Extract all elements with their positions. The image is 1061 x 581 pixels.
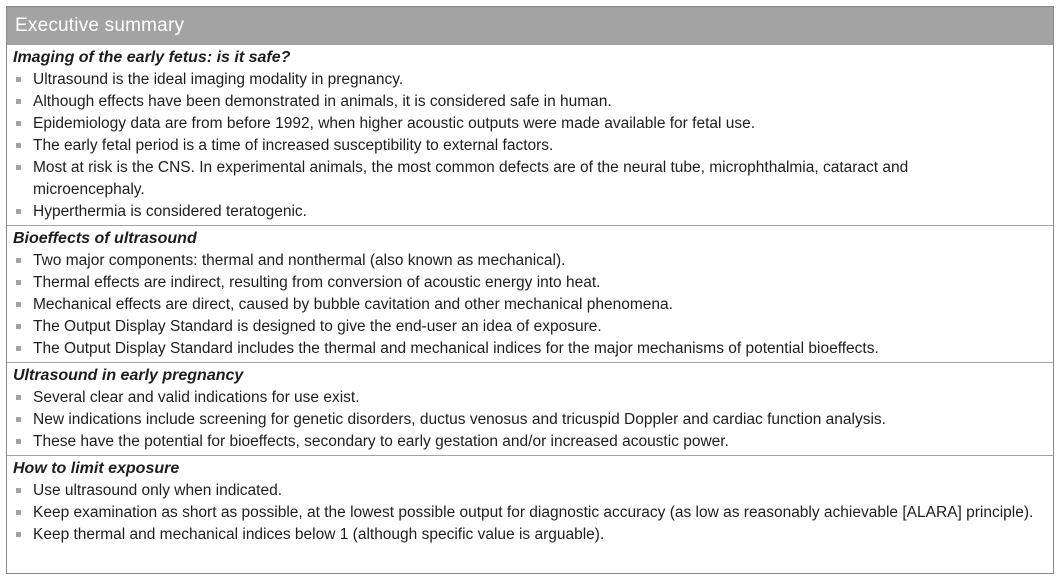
square-bullet-icon: [16, 346, 21, 351]
list-item: [13, 524, 993, 546]
square-bullet-icon: [16, 395, 21, 400]
list-item: [13, 480, 993, 502]
bullet-list: [13, 480, 1053, 546]
list-item: [13, 502, 1053, 524]
square-bullet-icon: [16, 324, 21, 329]
list-item-text: Two major components: thermal and nonthermal (also known as mechanical).: [33, 252, 566, 269]
list-item: [13, 135, 993, 157]
square-bullet-icon: [16, 510, 21, 515]
bullet-list: [13, 69, 1053, 223]
executive-summary-box: [6, 6, 1054, 574]
square-bullet-icon: [16, 258, 21, 263]
section-imaging-early-fetus: [7, 45, 1053, 225]
list-item-text: The Output Display Standard is designed to give the end-user an idea of exposure.: [33, 318, 602, 335]
square-bullet-icon: [16, 532, 21, 537]
square-bullet-icon: [16, 417, 21, 422]
square-bullet-icon: [16, 209, 21, 214]
list-item-text: New indications include screening for genetic disorders, ductus venosus and tricuspid Doppler and cardiac function analysis.: [33, 411, 886, 428]
list-item: [13, 69, 993, 91]
list-item: [13, 272, 993, 294]
list-item: [13, 294, 993, 316]
list-item-text: Epidemiology data are from before 1992, when higher acoustic outputs were made available for fetal use.: [33, 115, 756, 132]
list-item-text: Keep thermal and mechanical indices below 1 (although specific value is arguable).: [33, 526, 605, 543]
bullet-list: [13, 387, 1053, 453]
section-title: Imaging of the early fetus: is it safe?: [13, 49, 291, 66]
bullet-list: [13, 250, 1053, 360]
section-limit-exposure: [7, 455, 1053, 548]
list-item: [13, 250, 993, 272]
section-title: Bioeffects of ultrasound: [13, 230, 197, 247]
list-item-text: Keep examination as short as possible, at the lowest possible output for diagnostic accuracy (as low as reasonably achievable [ALARA] principle).: [33, 504, 1034, 521]
box-header: [7, 7, 1053, 45]
list-item: [13, 431, 993, 453]
list-item: [13, 201, 993, 223]
section-title: How to limit exposure: [13, 460, 180, 477]
square-bullet-icon: [16, 488, 21, 493]
square-bullet-icon: [16, 302, 21, 307]
list-item-text: Ultrasound is the ideal imaging modality in pregnancy.: [33, 71, 404, 88]
list-item: [13, 91, 993, 113]
list-item: [13, 338, 1053, 360]
list-item-text: Thermal effects are indirect, resulting from conversion of acoustic energy into heat.: [33, 274, 601, 291]
square-bullet-icon: [16, 99, 21, 104]
list-item-text: Use ultrasound only when indicated.: [33, 482, 283, 499]
square-bullet-icon: [16, 143, 21, 148]
list-item-text: Hyperthermia is considered teratogenic.: [33, 203, 307, 220]
square-bullet-icon: [16, 121, 21, 126]
list-item-text: Mechanical effects are direct, caused by bubble cavitation and other mechanical phenomena.: [33, 296, 673, 313]
section-title: Ultrasound in early pregnancy: [13, 367, 244, 384]
list-item-text: The early fetal period is a time of increased susceptibility to external factors.: [33, 137, 554, 154]
square-bullet-icon: [16, 280, 21, 285]
box-title: Executive summary: [15, 15, 185, 36]
list-item-text: These have the potential for bioeffects, secondary to early gestation and/or increased acoustic power.: [33, 433, 729, 450]
list-item-text: Although effects have been demonstrated in animals, it is considered safe in human.: [33, 93, 612, 110]
section-ultrasound-early-pregnancy: [7, 362, 1053, 455]
list-item: [13, 113, 993, 135]
square-bullet-icon: [16, 165, 21, 170]
square-bullet-icon: [16, 77, 21, 82]
list-item-text: The Output Display Standard includes the thermal and mechanical indices for the major mechanisms of potential bioeffects.: [33, 340, 879, 357]
square-bullet-icon: [16, 439, 21, 444]
list-item-text: Most at risk is the CNS. In experimental animals, the most common defects are of the neural tube, microphthalmia, cataract and microencephaly.: [33, 159, 909, 198]
list-item-text: Several clear and valid indications for use exist.: [33, 389, 360, 406]
list-item: [13, 157, 993, 201]
list-item: [13, 387, 993, 409]
list-item: [13, 316, 993, 338]
list-item: [13, 409, 1053, 431]
section-bioeffects: [7, 225, 1053, 362]
